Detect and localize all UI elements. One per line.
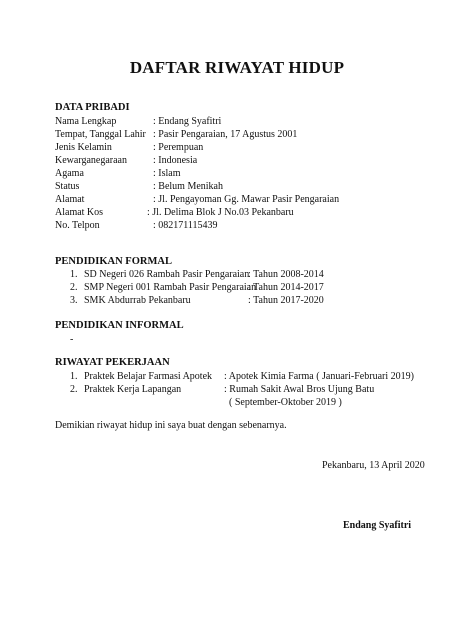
- school-name: SMK Abdurrab Pekanbaru: [84, 295, 191, 306]
- school-name: SMP Negeri 001 Rambah Pasir Pengaraian: [84, 282, 257, 293]
- row-value: : Islam: [153, 168, 181, 179]
- row-value: : Perempuan: [153, 142, 204, 153]
- formal-education-heading: PENDIDIKAN FORMAL: [55, 256, 172, 267]
- work-detail: : Rumah Sakit Awal Bros Ujung Batu: [224, 384, 375, 395]
- school-years: : Tahun 2017-2020: [248, 295, 324, 306]
- row-value: : Jl. Delima Blok J No.03 Pekanbaru: [147, 207, 294, 218]
- item-number: 1.: [70, 371, 78, 382]
- signature-name: Endang Syafitri: [343, 520, 412, 531]
- row-label: No. Telpon: [55, 220, 100, 231]
- school-name: SD Negeri 026 Rambah Pasir Pengaraian: [84, 269, 250, 280]
- work-name: Praktek Kerja Lapangan: [84, 384, 182, 395]
- row-value: : Belum Menikah: [153, 181, 223, 192]
- school-years: : Tahun 2014-2017: [248, 282, 324, 293]
- personal-data-heading: DATA PRIBADI: [55, 102, 130, 113]
- item-number: 2.: [70, 384, 78, 395]
- row-label: Jenis Kelamin: [55, 142, 112, 153]
- place-date: Pekanbaru, 13 April 2020: [322, 460, 425, 471]
- row-value: : Jl. Pengayoman Gg. Mawar Pasir Pengaraian: [153, 194, 340, 205]
- row-label: Status: [55, 181, 80, 192]
- row-value: : Endang Syafitri: [153, 116, 222, 127]
- row-label: Alamat Kos: [55, 207, 104, 218]
- school-years: : Tahun 2008-2014: [248, 269, 324, 280]
- row-label: Alamat: [55, 194, 85, 205]
- row-label: Kewarganegaraan: [55, 155, 127, 166]
- informal-education-heading: PENDIDIKAN INFORMAL: [55, 320, 184, 331]
- item-number: 2.: [70, 282, 78, 293]
- informal-education-empty: -: [70, 334, 74, 345]
- row-label: Agama: [55, 168, 84, 179]
- item-number: 3.: [70, 295, 78, 306]
- closing-statement: Demikian riwayat hidup ini saya buat dengan sebenarnya.: [55, 420, 287, 431]
- row-value: : Indonesia: [153, 155, 198, 166]
- work-detail-continuation: ( September-Oktober 2019 ): [229, 397, 342, 408]
- work-history-heading: RIWAYAT PEKERJAAN: [55, 357, 170, 368]
- row-label: Nama Lengkap: [55, 116, 117, 127]
- work-name: Praktek Belajar Farmasi Apotek: [84, 371, 213, 382]
- row-value: : 082171115439: [153, 220, 218, 231]
- document-title: DAFTAR RIWAYAT HIDUP: [129, 58, 345, 77]
- row-value: : Pasir Pengaraian, 17 Agustus 2001: [153, 129, 298, 140]
- work-detail: : Apotek Kimia Farma ( Januari-Februari 2019): [224, 371, 414, 382]
- row-label: Tempat, Tanggal Lahir: [55, 129, 146, 140]
- item-number: 1.: [70, 269, 78, 280]
